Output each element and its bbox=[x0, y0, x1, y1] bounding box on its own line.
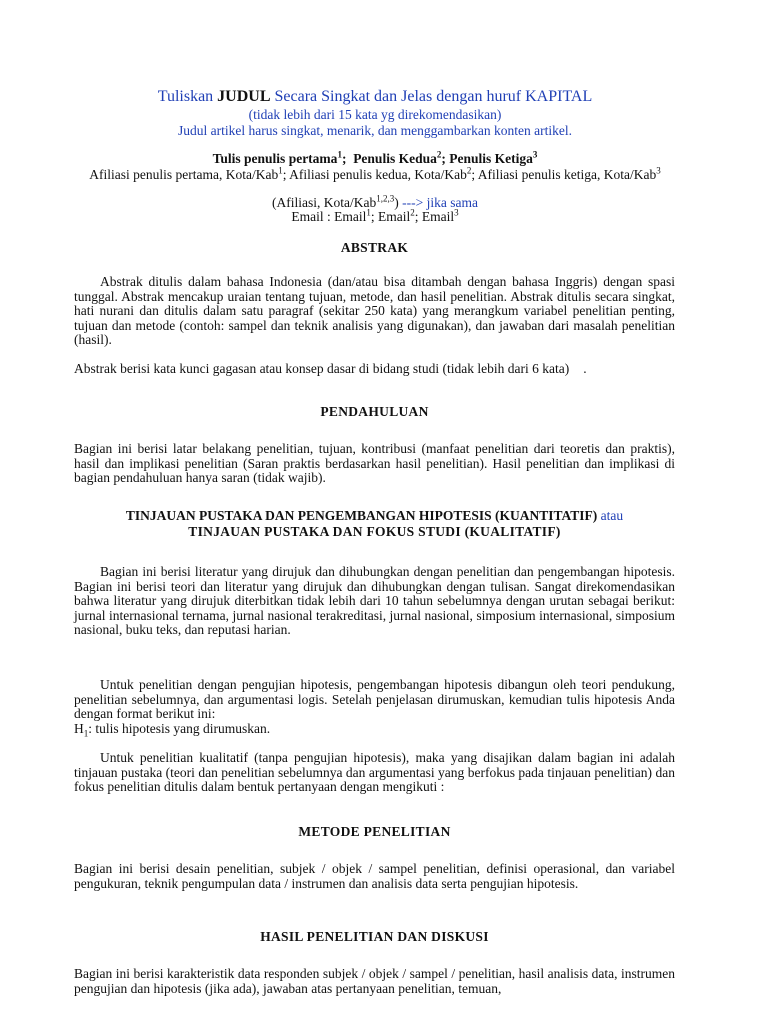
hypothesis-line: $H_1$: tulis hipotesis yang dirumuskan. bbox=[74, 721, 271, 739]
jika-sama-note: ---> jika sama bbox=[402, 195, 478, 210]
affiliation-same: (Afiliasi, Kota/Kab$^{1,2,3}$) ---> jika sama bbox=[272, 193, 478, 210]
abstrak-paragraph-1: Abstrak ditulis dalam bahasa Indonesia (dan/atau bisa ditambah dengan bahasa Inggris) dengan spasi tunggal. Abstrak mencakup uraian tentang tujuan, metode, dan hasil penelitian. Abstrak ditulis secara singkat, hati nurani dan ditulis dalam satu paragraf (sekitar 250 kata) yang merangkum variabel penelitian penting, tujuan dan metode (contoh: sampel dan teknik analisis yang digunakan), dan jawaban dari masalah penelitian (hasil). bbox=[74, 274, 675, 347]
author-line: Tulis penulis pertama$^1$; Penulis Kedua$^2$; Penulis Ketiga$^3$ bbox=[212, 149, 538, 166]
heading-pendahuluan: PENDAHULUAN bbox=[320, 404, 429, 419]
tinjauan-paragraph-1: Bagian ini berisi literatur yang dirujuk dan dihubungkan dengan penelitian dan pengembangan hipotesis. Bagian ini berisi teori dan literatur yang dirujuk dan dihubungkan dengan tulisan. Sangat direkomendasikan bahwa literatur yang dirujuk diterbitkan tidak lebih dari 10 tahun sebelumnya dengan urutan sebagai berikut: jurnal internasional ternama, jurnal nasional terakreditasi, jurnal nasional, simposium internasional, simposium nasional, buku teks, dan reputasi harian. bbox=[74, 564, 675, 637]
metode-paragraph: Bagian ini berisi desain penelitian, subjek / objek / sampel penelitian, definisi operasional, dan variabel pengukuran, teknik pengumpulan data / instrumen dan analisis data serta pengujian hipotesis. bbox=[74, 861, 675, 891]
affiliations: Afiliasi penulis pertama, Kota/Kab$^1$; Afiliasi penulis kedua, Kota/Kab$^2$; Afiliasi penulis ketiga, Kota/Kab$^3$ bbox=[89, 165, 661, 182]
heading-tinjauan-2: TINJAUAN PUSTAKA DAN FOKUS STUDI (KUALITATIF) bbox=[188, 524, 561, 539]
heading-hasil: HASIL PENELITIAN DAN DISKUSI bbox=[260, 929, 489, 944]
tinjauan-paragraph-3: Untuk penelitian kualitatif (tanpa pengujian hipotesis), maka yang disajikan dalam bagian ini adalah tinjauan pustaka (teori dan penelitian sebelumnya dan argumentasi yang berfokus pada tinjauan penelitian) dan fokus penelitian ditulis dalam bentuk pertanyaan dengan mengikuti : bbox=[74, 750, 675, 794]
title-judul: JUDUL bbox=[217, 88, 271, 105]
heading-metode: METODE PENELITIAN bbox=[298, 824, 451, 839]
title-prefix: Tuliskan bbox=[157, 88, 214, 105]
title-suffix: Secara Singkat dan Jelas dengan huruf KAPITAL bbox=[274, 88, 593, 105]
article-title bbox=[0, 88, 750, 106]
tinjauan-paragraph-2: Untuk penelitian dengan pengujian hipotesis, pengembangan hipotesis dibangun oleh teori pendukung, penelitian sebelumnya, dan argumentasi logis. Setelah penjelasan dirumuskan, kemudian tulis hipotesis Anda dengan format berikut ini: bbox=[74, 677, 675, 721]
author-2: Penulis Kedua bbox=[353, 151, 437, 166]
heading-tinjauan-1: TINJAUAN PUSTAKA DAN PENGEMBANGAN HIPOTESIS (KUANTITATIF) atau bbox=[125, 508, 624, 523]
title-note-content: Judul artikel harus singkat, menarik, dan menggambarkan konten artikel. bbox=[177, 123, 572, 138]
title-note-length: (tidak lebih dari 15 kata yg direkomendasikan) bbox=[248, 107, 502, 122]
atau-label: atau bbox=[600, 508, 624, 523]
email-line: Email : Email$^1$; Email$^2$; Email$^3$ bbox=[291, 207, 459, 224]
heading-abstrak: ABSTRAK bbox=[340, 240, 409, 255]
pendahuluan-paragraph: Bagian ini berisi latar belakang penelitian, tujuan, kontribusi (manfaat penelitian dari teoretis dan praktis), hasil dan implikasi penelitian (Saran praktis berdasarkan hasil penelitian). Hasil penelitian dan implikasi di bagian pendahuluan hanya saran (tidak wajib). bbox=[74, 441, 675, 485]
hasil-paragraph: Bagian ini berisi karakteristik data responden subjek / objek / sampel / penelitian, hasil analisis data, instrumen pengujian dan hipotesis (jika ada), jawaban atas pertanyaan penelitian, temuan, bbox=[74, 966, 675, 996]
author-1: Tulis penulis pertama bbox=[212, 151, 338, 166]
author-3: Penulis Ketiga bbox=[449, 151, 533, 166]
abstrak-keywords: Abstrak berisi kata kunci gagasan atau konsep dasar di bidang studi (tidak lebih dari 6 kata) . bbox=[74, 361, 587, 376]
